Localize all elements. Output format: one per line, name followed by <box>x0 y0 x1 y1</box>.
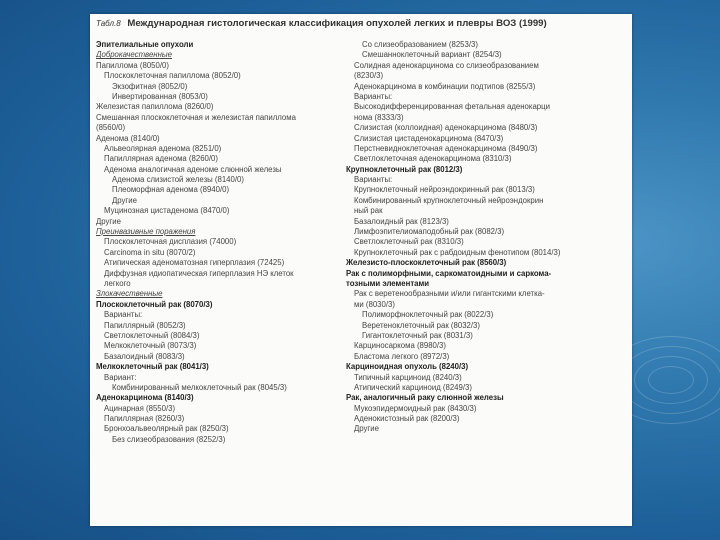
classification-line: Солидная аденокарцинома со слизеобразованием <box>354 60 539 70</box>
classification-line: Плеоморфная аденома (8940/0) <box>112 185 230 195</box>
classification-line: Атипическая аденоматозная гиперплазия (72425) <box>104 258 285 268</box>
classification-line: Базалоидный рак (8123/3) <box>354 216 449 226</box>
classification-line: Рак с полиморфными, саркоматоидными и саркома- <box>346 268 552 278</box>
classification-line: Папиллома (8050/0) <box>96 60 169 70</box>
classification-line: Плоскоклеточная дисплазия (74000) <box>104 237 237 247</box>
classification-line: Вариант: <box>104 372 137 382</box>
classification-line: Преинвазивные поражения <box>96 227 196 237</box>
table-number: Табл.8 <box>96 19 121 28</box>
classification-line: Лимфоэпителиомаподобный рак (8082/3) <box>354 227 505 237</box>
table-title-text: Международная гистологическая классификация опухолей легких и плевры ВОЗ (1999) <box>127 18 547 29</box>
classification-line: Другие <box>96 216 121 226</box>
classification-line: Комбинированный крупноклеточный нейроэндокрин <box>354 195 544 205</box>
classification-line: Плоскоклеточный рак (8070/3) <box>96 299 213 309</box>
classification-line: Аденома слизистой железы (8140/0) <box>112 175 244 185</box>
classification-line: Базалоидный (8083/3) <box>104 351 185 361</box>
classification-line: Папиллярная аденома (8260/0) <box>104 154 218 164</box>
classification-line: Варианты: <box>354 91 393 101</box>
classification-line: Карциноидная опухоль (8240/3) <box>346 362 469 372</box>
classification-line: Карциносаркома (8980/3) <box>354 341 446 351</box>
classification-line: Аденома (8140/0) <box>96 133 160 143</box>
classification-line: Аденокистозный рак (8200/3) <box>354 414 460 424</box>
classification-line: Экзофитная (8052/0) <box>112 81 188 91</box>
classification-line: Мелкоклеточный рак (8041/3) <box>96 362 209 372</box>
classification-line: Инвертированная (8053/0) <box>112 91 208 101</box>
classification-line: Крупноклеточный рак (8012/3) <box>346 164 463 174</box>
classification-line: Полиморфноклеточный рак (8022/3) <box>362 310 494 320</box>
classification-line: Злокачественные <box>96 289 163 299</box>
classification-line: (8230/3) <box>354 71 384 81</box>
classification-line: Аденокарцинома в комбинации подтипов (8255/3) <box>354 81 536 91</box>
classification-line: Высокодифференцированная фетальная аденокарци <box>354 102 550 112</box>
right-column <box>346 40 626 435</box>
classification-line: Мукоэпидермоидный рак (8430/3) <box>354 403 477 413</box>
classification-line: Доброкачественные <box>96 50 172 60</box>
classification-line: Перстневидноклеточная аденокарцинома (8490/3) <box>354 143 538 153</box>
classification-line: Светлоклеточная аденокарцинома (8310/3) <box>354 154 512 164</box>
classification-line: Эпителиальные опухоли <box>96 40 194 49</box>
classification-line: Смешанноклеточный вариант (8254/3) <box>362 50 502 60</box>
classification-line: Ацинарная (8550/3) <box>104 403 176 413</box>
classification-line: ный рак <box>354 206 383 216</box>
classification-line: Аденокарцинома (8140/3) <box>96 393 194 403</box>
document-scan <box>90 14 632 526</box>
classification-line: (8560/0) <box>96 123 126 133</box>
classification-line: Комбинированный мелкоклеточный рак (8045/3) <box>112 382 287 392</box>
classification-line: Мелкоклеточный (8073/3) <box>104 341 197 351</box>
classification-line: Железисто-плоскоклеточный рак (8560/3) <box>346 258 507 268</box>
classification-line: Светлоклеточный (8084/3) <box>104 330 200 340</box>
classification-line: Carcinoma in situ (8070/2) <box>104 247 196 257</box>
classification-line: Плоскоклеточная папиллома (8052/0) <box>104 71 241 81</box>
classification-line: Варианты: <box>354 175 393 185</box>
classification-line: Другие <box>354 424 379 434</box>
left-column <box>96 40 351 445</box>
classification-line: нома (8333/3) <box>354 112 404 122</box>
classification-line: Со слизеобразованием (8253/3) <box>362 40 478 49</box>
classification-line: Альвеолярная аденома (8251/0) <box>104 143 222 153</box>
classification-line: Веретеноклеточный рак (8032/3) <box>362 320 480 330</box>
classification-line: тозными элементами <box>346 278 430 288</box>
table-title <box>96 18 626 29</box>
classification-line: Светлоклеточный рак (8310/3) <box>354 237 464 247</box>
classification-line: Рак с веретенообразными и/или гигантскими клетка- <box>354 289 545 299</box>
classification-line: Без слизеобразования (8252/3) <box>112 434 226 444</box>
classification-line: Атипический карциноид (8249/3) <box>354 382 472 392</box>
classification-line: Типичный карциноид (8240/3) <box>354 372 462 382</box>
classification-line: ми (8030/3) <box>354 299 395 309</box>
classification-line: Слизистая (коллоидная) аденокарцинома (8480/3) <box>354 123 538 133</box>
classification-line: Бронхоальвеолярный рак (8250/3) <box>104 424 229 434</box>
classification-line: Крупноклеточный рак с рабдоидным фенотипом (8014/3) <box>354 247 561 257</box>
classification-line: Рак, аналогичный раку слюнной железы <box>346 393 504 403</box>
classification-line: Железистая папиллома (8260/0) <box>96 102 214 112</box>
classification-line: Другие <box>112 195 137 205</box>
classification-line: Бластома легкого (8972/3) <box>354 351 450 361</box>
classification-line: Смешанная плоскоклеточная и железистая папиллома <box>96 112 296 122</box>
classification-line: Гигантоклеточный рак (8031/3) <box>362 330 473 340</box>
classification-line: Папиллярный (8052/3) <box>104 320 186 330</box>
classification-line: Крупноклеточный нейроэндокринный рак (8013/3) <box>354 185 535 195</box>
classification-line: Муцинозная цистаденома (8470/0) <box>104 206 230 216</box>
classification-line: Папиллярная (8260/3) <box>104 414 185 424</box>
classification-line: Слизистая цистаденокарцинома (8470/3) <box>354 133 504 143</box>
classification-line: Варианты: <box>104 310 143 320</box>
classification-line: Аденома аналогичная аденоме слюнной железы <box>104 164 282 174</box>
classification-line: легкого <box>104 278 131 288</box>
classification-line: Диффузная идиопатическая гиперплазия НЭ клеток <box>104 268 294 278</box>
